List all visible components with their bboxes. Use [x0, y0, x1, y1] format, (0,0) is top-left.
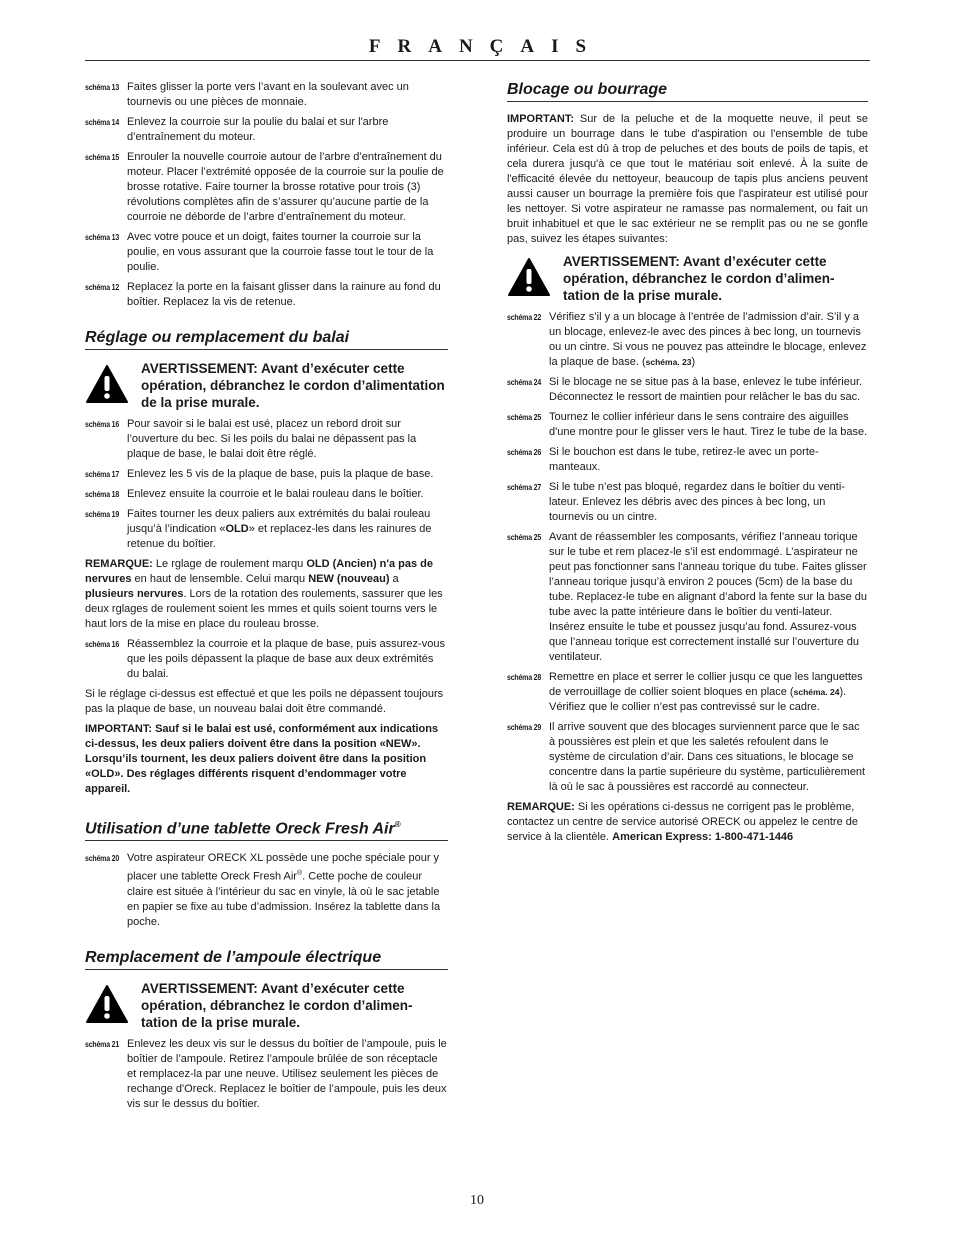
step: schéma 25 Avant de réassembler les composants, vérifiez l’anneau torique sur le tube et rem placez-le s’il est endommagé. L’aspirateur ne peut pas fonctionner sans l'anneau torique du tube. Faites glisser l’anneau torique jusqu’à environ 2 pouces (5cm) de la base du tube. Replacez-le tube en alignant d’abord la fente sur la base du tube avec la patte intérieure dans le boîtier du venti-lateur. Insérez ensuite le tube et poussez jusqu’au fond. Assurez-vous que l’anneau torique est correctement installé sur l’ouverture du ventilateur. [507, 531, 867, 663]
section-title-ampoule: Remplacement de l’ampoule électrique [85, 948, 448, 970]
step: schéma 28 Remettre en place et serrer le collier jusqu ce que les languettes de verrouillage de collier soient bloques en place (schéma. 24). Vérifiez que le collier n’est pas contrevissé sur le cadre. [507, 671, 863, 713]
important-paragraph: IMPORTANT: Sauf si le balai est usé, conformément aux indications ci-dessus, les deux paliers doivent être dans la position «NEW». Lorsqu’ils tournent, les deux paliers doivent être dans la position «OLD». Des réglages différents risquent d’endommager votre appareil. [85, 723, 439, 795]
warning-text: AVERTISSEMENT: Avant d’exécuter cette opération, débranchez le cordon d’alimentation de la prise murale. [141, 361, 445, 410]
step: schéma 16 Pour savoir si le balai est usé, placez un rebord droit sur l’ouverture du bec. Si les poils du balai ne dépassent pas la plaque de base, le balai doit être réglé. [85, 418, 417, 460]
step: schéma 29 Il arrive souvent que des blocages surviennent parce que le sac à poussières est plein et que les saletés refoulent dans le système de circulation d’air. Dans ces situations, le blocage se concentre dans la partie supérieure du système, particulièrement là où le sac à poussières est raccordé au connecteur. [507, 721, 866, 793]
warning-text: AVERTISSEMENT: Avant d’exécuter cette opération, débranchez le cordon d’alimen-tation de la prise murale. [141, 980, 413, 1030]
step: schéma 12 Replacez la porte en la faisant glisser dans la rainure au fond du boîtier. Replacez la vis de retenue. [85, 281, 441, 308]
left-column [85, 80, 448, 1117]
section-title-balai: Réglage ou remplacement du balai [85, 328, 448, 350]
step: schéma 13 Avec votre pouce et un doigt, faites tourner la courroie sur la poulie, en vous assurant que la courroie fasse tout le tour de la poulie. [85, 231, 434, 273]
page-header [85, 36, 870, 61]
section-title-fresh-air: Utilisation d’une tablette Oreck Fresh Air® [85, 815, 448, 841]
step: schéma 18 Enlevez ensuite la courroie et le balai rouleau dans le boîtier. [85, 488, 424, 500]
remark-paragraph: REMARQUE: Si les opérations ci-dessus ne corrigent pas le problème, contactez un centre de service autorisé ORECK ou appelez le centre de service à la clientèle. American Express: 1-800-471-1446 [507, 801, 858, 843]
important-paragraph: IMPORTANT: Sur de la peluche et de la moquette neuve, il peut se produire un bourrage dans le tube d'aspiration ou l'ensemble de tube inférieur. Cela est dû à trop de peluches et des bouts de poils de tapis, et cela durera jusqu'à ce que tout le matériau soit enlevé. À la suite de l'efficacité élevée du nettoyeur, beaucoup de tapis plus anciens peuvent aussi causer un bourrage la première fois que l'aspirateur est utilisé pour les nettoyer. Si votre aspirateur ne ramasse pas normalement, ou fait un bruit inhabituel et que le sac extérieur ne se remplit pas ou ne se gonfle pas, suivez les étapes suivantes: [507, 113, 868, 245]
page-number: 10 [470, 1193, 484, 1208]
warning-block [85, 360, 448, 411]
step: schéma 15 Enrouler la nouvelle courroie autour de l’arbre d’entraînement du moteur. Placer l’extrémité opposée de la courroie sur la poulie de brosse rotative. Faire tourner la brosse rotative pour trois (3) révolutions complètes afin de s’assurer qu’aucune partie de la courroie ne déborde de l’arbre d’entraînement du moteur. [85, 151, 444, 223]
step: schéma 22 Vérifiez s’il y a un blocage à l’entrée de l’admission d’air. S’il y a un blocage, enlevez-le avec des pinces à bec long, un tournevis ou un cintre. Si vous ne pouvez pas atteindre le blocage, enlevez la plaque de base. (schéma. 23) [507, 311, 867, 368]
note-paragraph: Si le réglage ci-dessus est effectué et que les poils ne dépassent toujours pas la plaque de base, un nouveau balai doit être commandé. [85, 688, 444, 715]
section-title-blocage: Blocage ou bourrage [507, 80, 868, 102]
step: schéma 24 Si le blocage ne se situe pas à la base, enlevez le tube inférieur. Déconnectez le ressort de maintien pour relâcher le bas du sac. [507, 376, 863, 403]
step: schéma 14 Enlevez la courroie sur la poulie du balai et sur l'arbre d’entraînement du moteur. [85, 116, 389, 143]
right-column [507, 80, 868, 850]
step: schéma 21 Enlevez les deux vis sur le dessus du boîtier de l’ampoule, puis le boîtier de l’ampoule. Retirez l’ampoule brûlée de son réceptacle et remplacez-la par une neuve. Utilisez seulement les pièces de rechange d'Oreck. Replacez le boîtier de l’ampoule, puis les deux vis sur le dessus du boîtier. [85, 1037, 447, 1110]
warning-text: AVERTISSEMENT: Avant d’exécuter cette opération, débranchez le cordon d’alimen-tation de la prise murale. [563, 254, 835, 303]
step: schéma 25 Tournez le collier inférieur dans le sens contraire des aiguilles d'une montre pour le glisser vers le haut. Tirez le tube de la base. [507, 411, 868, 438]
step: schéma 17 Enlevez les 5 vis de la plaque de base, puis la plaque de base. [85, 468, 434, 480]
step: schéma 16 Réassemblez la courroie et la plaque de base, puis assurez-vous que les poils dépassent la plaque de base aux deux extrémités du balai. [85, 638, 445, 680]
remark-paragraph: REMARQUE: Le rglage de roulement marqu OLD (Ancien) n'a pas de nervures en haut de lensemble. Celui marqu NEW (nouveau) a plusieurs nervures. Lors de la rotation des roulements, sassurer que les deux rglages de roulement soient les mmes et quils soient tourns vers le haut lors de la mise en place du rouleau brosse. [85, 558, 443, 630]
warning-icon [85, 360, 141, 409]
warning-block [85, 980, 448, 1031]
step: schéma 19 Faites tourner les deux paliers aux extrémités du balai rouleau jusqu’à l’indication «OLD» et replacez-les dans les rainures de retenue du boîtier. [85, 508, 432, 550]
step: schéma 26 Si le bouchon est dans le tube, retirez-le avec un porte-manteaux. [507, 446, 819, 473]
language-title: FRANÇAIS [368, 36, 604, 57]
warning-icon [507, 253, 563, 302]
step: schéma 13 Faites glisser la porte vers l’avant en la soulevant avec un tournevis ou une pièces de monnaie. [85, 81, 409, 108]
warning-icon [85, 980, 141, 1029]
step: schéma 20 Votre aspirateur ORECK XL possède une poche spéciale pour y placer une tablette Oreck Fresh Air®. Cette poche de couleur claire est située à l’intérieur du sac en vinyle, là où le sac jetable en papier se fixe au tube d’admission. Insérez la tablette dans la poche. [85, 852, 441, 928]
warning-block [507, 253, 868, 304]
step: schéma 27 Si le tube n’est pas bloqué, regardez dans le boîtier du venti-lateur. Enlevez les débris avec des pinces à bec long, un tournevis ou un cintre. [507, 481, 845, 523]
